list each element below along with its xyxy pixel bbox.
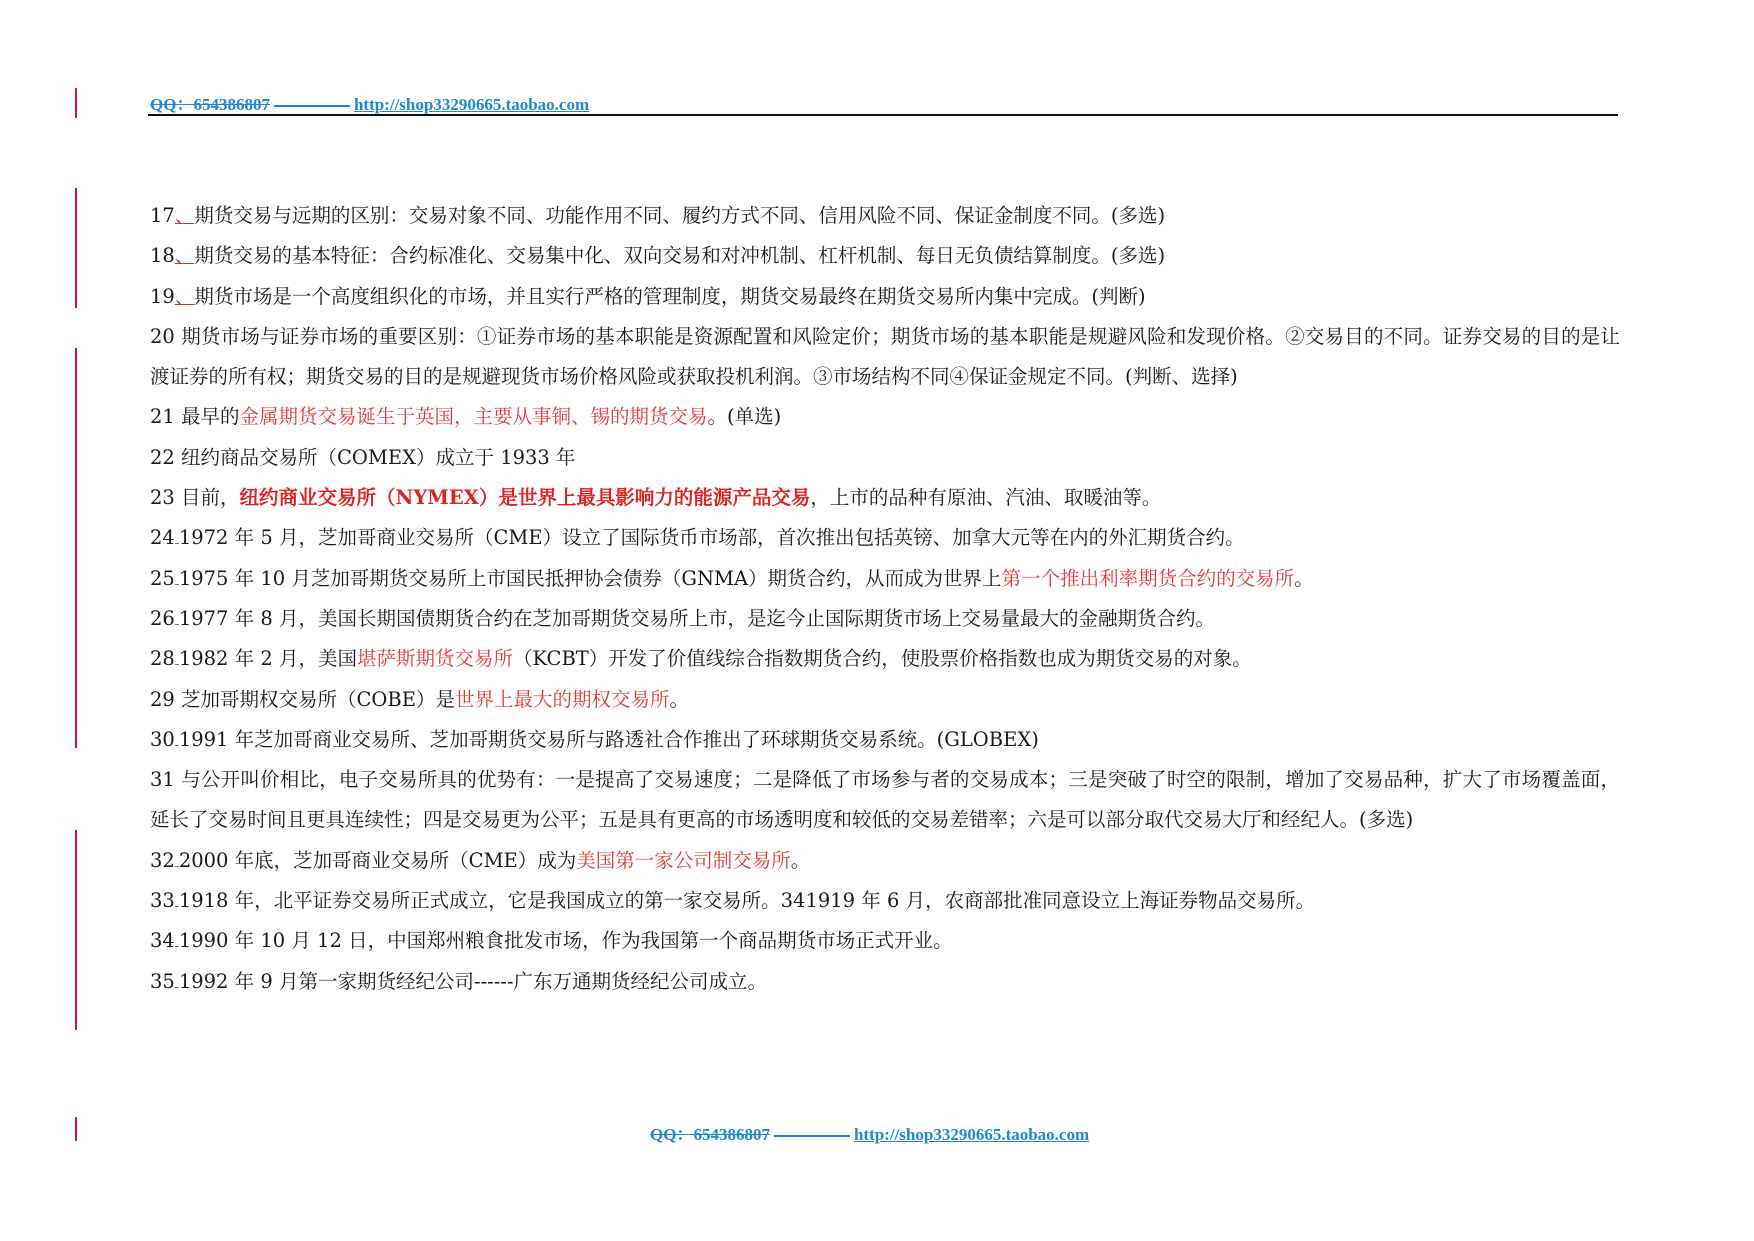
item-31 xyxy=(150,760,1620,841)
item-text-post: 。(单选) xyxy=(707,405,782,429)
header-rule xyxy=(148,114,1618,116)
item-separator: 、 xyxy=(174,204,195,227)
item-34 xyxy=(150,921,1620,961)
item-24 xyxy=(150,518,1620,558)
footer-rule-gap xyxy=(774,1135,850,1137)
item-number: 30 xyxy=(150,727,175,751)
item-text-pre: 23 目前， xyxy=(150,486,240,510)
item-number: 17 xyxy=(150,204,175,227)
item-text: 1918 年，北平证券交易所正式成立，它是我国成立的第一家交易所。341919 年 6 月，农商部批准同意设立上海证券物品交易所。 xyxy=(178,889,1316,913)
item-separator: 、 xyxy=(174,284,195,308)
item-21 xyxy=(150,397,1620,437)
item-23 xyxy=(150,478,1620,518)
item-number: 19 xyxy=(150,284,175,308)
item-number: 34 xyxy=(150,929,175,953)
page-footer xyxy=(650,1120,1089,1145)
item-number: 28 xyxy=(150,647,175,671)
item-19 xyxy=(150,277,1620,317)
item-number: 35 xyxy=(150,969,175,993)
item-text-pre: 1975 年 10 月芝加哥期货交易所上市国民抵押协会债券（GNMA）期货合约，从而成为世界上 xyxy=(178,566,1002,590)
item-33 xyxy=(150,881,1620,921)
item-22 xyxy=(150,438,1620,478)
item-text: 1972 年 5 月，芝加哥商业交易所（CME）设立了国际货币市场部，首次推出包括英镑、加拿大元等在内的外汇期货合约。 xyxy=(178,526,1245,550)
item-highlight: 美国第一家公司制交易所 xyxy=(576,848,791,872)
margin-bar-footer xyxy=(75,1117,77,1141)
item-20 xyxy=(150,317,1620,398)
footer-shop-link[interactable]: http://shop33290665.taobao.com xyxy=(853,1125,1090,1144)
item-26 xyxy=(150,599,1620,639)
item-text: 期货交易与远期的区别：交易对象不同、功能作用不同、履约方式不同、信用风险不同、保证金制度不同。(多选) xyxy=(194,204,1166,227)
item-text: 期货交易的基本特征：合约标准化、交易集中化、双向交易和对冲机制、杠杆机制、每日无负债结算制度。(多选) xyxy=(194,244,1166,268)
item-text: 1990 年 10 月 12 日，中国郑州粮食批发市场，作为我国第一个商品期货市场正式开业。 xyxy=(178,929,953,953)
item-number: 18 xyxy=(150,244,175,268)
item-text-pre: 29 芝加哥期权交易所（COBE）是 xyxy=(150,687,455,711)
header-rule-gap xyxy=(274,105,350,107)
document-body xyxy=(150,196,1620,1002)
item-text-pre: 21 最早的 xyxy=(150,405,240,429)
item-number: 33 xyxy=(150,889,175,913)
item-text-post: （KCBT）开发了价值线综合指数期货合约，使股票价格指数也成为期货交易的对象。 xyxy=(512,647,1252,671)
item-25 xyxy=(150,559,1620,599)
item-separator: 、 xyxy=(174,244,195,268)
item-text-post: 。 xyxy=(1294,566,1314,590)
item-18 xyxy=(150,236,1620,276)
item-35 xyxy=(150,962,1620,1002)
footer-qq: QQ：654386807 xyxy=(650,1125,770,1144)
item-17 xyxy=(150,196,1620,236)
item-number: 26 xyxy=(150,606,175,630)
margin-bar-items-20-30 xyxy=(75,348,77,748)
item-30 xyxy=(150,720,1620,760)
item-29 xyxy=(150,680,1620,720)
item-text-post: 。 xyxy=(669,687,690,711)
item-28 xyxy=(150,639,1620,679)
page-header xyxy=(150,90,589,115)
item-text: 1992 年 9 月第一家期货经纪公司------广东万通期货经纪公司成立。 xyxy=(178,969,767,993)
item-text: 20 期货市场与证券市场的重要区别：①证券市场的基本职能是资源配置和风险定价；期货市场的基本职能是规避风险和发现价格。②交易目的不同。证券交易的目的是让渡证券的所有权；期货交易的目的是规避现货市场价格风险或获取投机利润。③市场结构不同④保证金规定不同。(判断、选择) xyxy=(150,324,1620,389)
item-highlight: 金属期货交易诞生于英国，主要从事铜、锡的期货交易 xyxy=(239,405,708,429)
item-highlight: 第一个推出利率期货合约的交易所 xyxy=(1001,566,1295,590)
item-highlight-bold: 纽约商业交易所（NYMEX）是世界上最具影响力的能源产品交易 xyxy=(239,486,811,510)
item-number: 32 xyxy=(150,848,175,872)
header-shop-link[interactable]: http://shop33290665.taobao.com xyxy=(353,95,590,114)
item-text: 31 与公开叫价相比，电子交易所具的优势有：一是提高了交易速度；二是降低了市场参与者的交易成本；三是突破了时空的限制，增加了交易品种，扩大了市场覆盖面，延长了交易时间且更具连续性；四是交易更为公平；五是具有更高的市场透明度和较低的交易差错率；六是可以部分取代交易大厅和经纪人。(多选) xyxy=(150,768,1620,832)
item-highlight: 堪萨斯期货交易所 xyxy=(356,647,513,671)
margin-bar-items-31-35 xyxy=(75,830,77,1030)
item-text: 1991 年芝加哥商业交易所、芝加哥期货交易所与路透社合作推出了环球期货交易系统。(GLOBEX) xyxy=(178,727,1039,751)
item-text: 1977 年 8 月，美国长期国债期货合约在芝加哥期货交易所上市，是迄今止国际期货市场上交易量最大的金融期货合约。 xyxy=(178,606,1215,630)
item-text-pre: 2000 年底，芝加哥商业交易所（CME）成为 xyxy=(178,848,577,872)
margin-bar-header xyxy=(75,88,77,118)
item-number: 24 xyxy=(150,526,175,550)
item-number: 25 xyxy=(150,566,175,590)
header-qq: QQ：654386807 xyxy=(150,95,270,114)
item-text: 22 纽约商品交易所（COMEX）成立于 1933 年 xyxy=(150,445,576,469)
margin-bar-items-17-19 xyxy=(75,188,77,308)
item-text-pre: 1982 年 2 月，美国 xyxy=(178,647,357,671)
item-text: 期货市场是一个高度组织化的市场，并且实行严格的管理制度，期货交易最终在期货交易所内集中完成。(判断) xyxy=(194,284,1146,308)
item-text-post: 。 xyxy=(790,848,811,872)
item-highlight: 世界上最大的期权交易所 xyxy=(454,687,670,711)
item-text-post: ，上市的品种有原油、汽油、取暖油等。 xyxy=(810,486,1162,510)
item-32 xyxy=(150,841,1620,881)
